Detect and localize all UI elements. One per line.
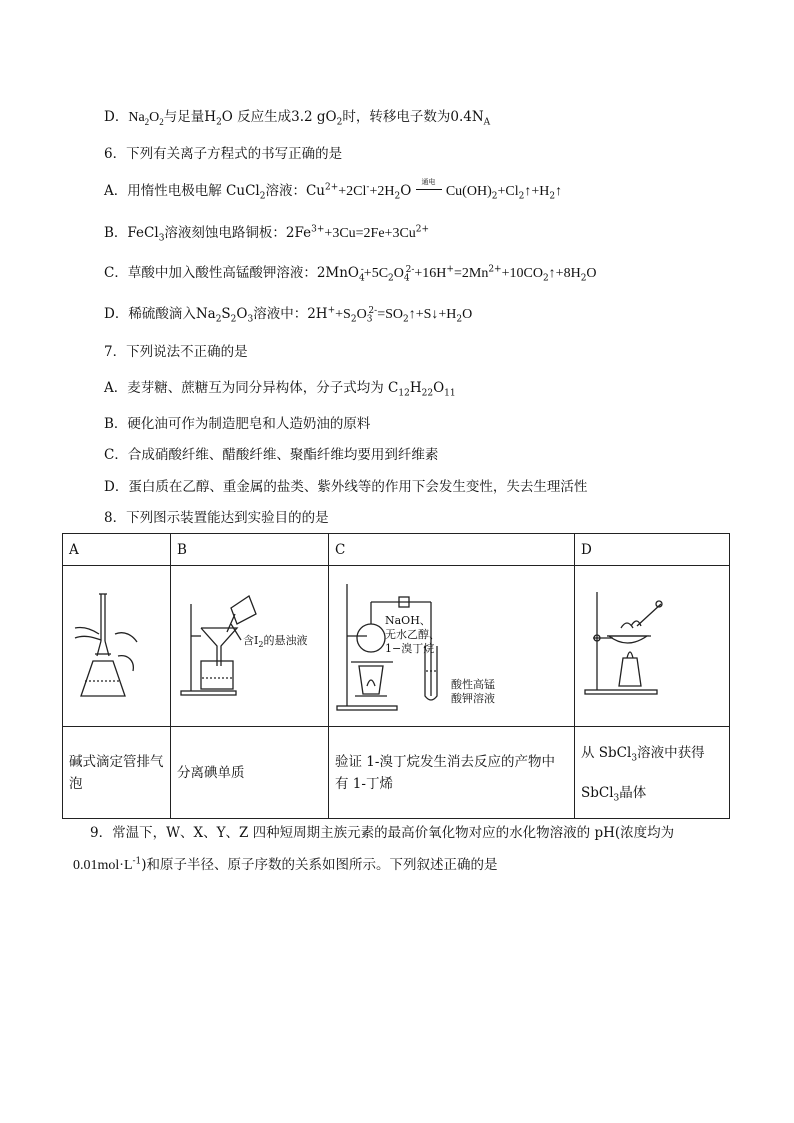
caption-a: 碱式滴定管排气泡 (63, 727, 171, 819)
image-b (171, 566, 329, 727)
q9-stem-line1: 9．常温下，W、X、Y、Z 四种短周期主族元素的最高价氧化物对应的水化物溶液的 pH(浓度均为 (90, 825, 675, 841)
image-d (575, 566, 730, 727)
header-c: C (329, 534, 575, 566)
svg-text:无水乙醇、: 无水乙醇、 (385, 628, 440, 641)
burette-flask-diagram (63, 566, 170, 722)
q7-option-b: B．硬化油可作为制造肥皂和人造奶油的原料 (104, 416, 371, 432)
caption-d: 从 SbCl$_3$溶液中获得 SbCl$_3$晶体 (575, 727, 730, 819)
header-a: A (63, 534, 171, 566)
q7-option-c: C．合成硝酸纤维、醋酸纤维、聚酯纤维均要用到纤维素 (104, 447, 439, 463)
svg-text:含I2的悬浊液: 含$I_2$的悬浊液 (243, 634, 308, 649)
filtration-diagram (171, 566, 328, 722)
caption-c: 验证 1-溴丁烷发生消去反应的产物中有 1-丁烯 (329, 727, 575, 819)
q7-option-d: D．蛋白质在乙醇、重金属的盐类、紫外线等的作用下会发生变性，失去生理活性 (104, 479, 588, 495)
header-b: B (171, 534, 329, 566)
q7-stem: 7．下列说法不正确的是 (104, 344, 248, 360)
header-d: D (575, 534, 730, 566)
svg-text:1−溴丁烷: 1−溴丁烷 (385, 642, 435, 655)
svg-text:NaOH、: NaOH、 (385, 614, 431, 627)
q8-apparatus-table (62, 533, 730, 819)
q6-option-d: D．稀硫酸滴入$Na_2S_2O_3$溶液中：$2H^++S_2O_3^{2-}=SO_2↑+S↓+H_2O$ (104, 305, 473, 325)
q7-option-a: A．麦芽糖、蔗糖互为同分异构体，分子式均为 $C_{12}H_{22}O_{11}$ (104, 380, 456, 399)
svg-text:酸钾溶液: 酸钾溶液 (451, 692, 495, 705)
elimination-reaction-diagram (329, 566, 574, 722)
image-c (329, 566, 575, 727)
evaporation-diagram (575, 566, 729, 722)
electrolysis-arrow: 通电 (416, 182, 442, 200)
image-a (63, 566, 171, 727)
q6-option-a: A．用惰性电极电解 CuCl$_2$溶液：$Cu^{2+}+2Cl^-+2H_2O$ 通电 $Cu(OH)_2+Cl_2↑+H_2↑$ (104, 178, 563, 202)
svg-text:酸性高锰: 酸性高锰 (451, 678, 495, 691)
caption-b: 分离碘单质 (171, 727, 329, 819)
q5-option-d: D．$Na_2O_2$与足量$H_2O$ 反应生成3.2 $gO_2$时，转移电子数为$0.4N_A$ (104, 109, 491, 128)
q6-stem: 6．下列有关离子方程式的书写正确的是 (104, 146, 343, 162)
q6-option-b: B．FeCl$_3$溶液刻蚀电路铜板：$2Fe^{3+}+3Cu=2Fe+3Cu^{2+}$ (104, 224, 430, 244)
q6-option-c: C．草酸中加入酸性高锰酸钾溶液：$2MnO_4^-+5C_2O_4^{2-}+16H^+=2Mn^{2+}+10CO_2↑+8H_2O$ (104, 264, 597, 284)
q9-stem-line2: $0.01mol\cdot L^{-1}$)和原子半径、原子序数的关系如图所示。下列叙述正确的是 (73, 856, 498, 873)
q8-stem: 8．下列图示装置能达到实验目的的是 (104, 510, 329, 526)
